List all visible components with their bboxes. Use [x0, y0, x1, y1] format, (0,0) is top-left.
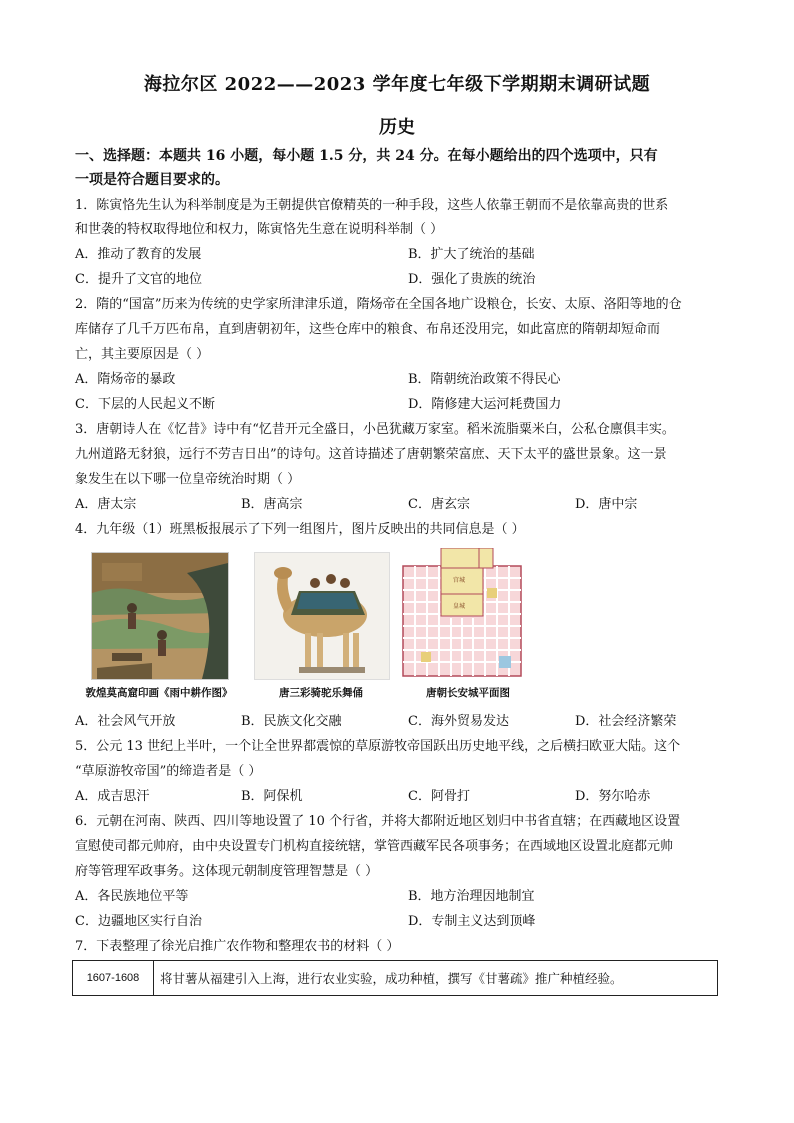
camel-figurine-icon [255, 553, 389, 679]
q3-stem-3: 象发生在以下哪一位皇帝统治时期（ ） [75, 472, 301, 487]
q3-option-c: C．唐玄宗 [408, 497, 470, 512]
q6-stem-1: 6．元朝在河南、陕西、四川等地设置了 10 个行省，并将大都附近地区划归中书省直辖；在西藏地区设置 [75, 814, 681, 829]
q5-stem-1: 5．公元 13 世纪上半叶，一个让全世界都震惊的草原游牧帝国跃出历史地平线，之后横扫欧亚大陆。这个 [75, 739, 681, 754]
q5-option-c: C．阿骨打 [408, 789, 470, 804]
q3-option-b: B．唐高宗 [241, 497, 303, 512]
q3-option-a: A．唐太宗 [75, 497, 137, 512]
q4-option-a: A．社会风气开放 [75, 714, 176, 729]
q1-stem-2: 和世袭的特权取得地位和权力，陈寅恪先生意在说明科举制（ ） [75, 222, 444, 237]
q2-option-d: D．隋修建大运河耗费国力 [408, 397, 562, 412]
q4-stem-1: 4．九年级（1）班黑板报展示了下列一组图片，图片反映出的共同信息是（ ） [75, 522, 525, 537]
q4-option-d: D．社会经济繁荣 [575, 714, 677, 729]
q2-option-b: B．隋朝统治政策不得民心 [408, 372, 561, 387]
q6-option-c: C．边疆地区实行自治 [75, 914, 202, 929]
section-instruction-2: 一项是符合题目要求的。 [75, 172, 229, 188]
q4-option-c: C．海外贸易发达 [408, 714, 509, 729]
city-map-icon [401, 548, 523, 678]
mural-painting-icon [92, 553, 228, 679]
q2-option-c: C．下层的人民起义不断 [75, 397, 215, 412]
q6-stem-3: 府等管理军政事务。这体现元朝制度管理智慧是（ ） [75, 864, 379, 879]
q1-stem-1: 1．陈寅恪先生认为科举制度是为王朝提供官僚精英的一种手段，这些人依靠王朝而不是依靠高贵的世系 [75, 198, 669, 213]
subject-title: 历史 [379, 117, 415, 138]
q6-option-d: D．专制主义达到顶峰 [408, 914, 536, 929]
q3-stem-2: 九州道路无豺狼，远行不劳吉日出”的诗句。这首诗描述了唐朝繁荣富庶、天下太平的盛世景象。这一景 [75, 447, 667, 462]
q1-option-d: D．强化了贵族的统治 [408, 272, 536, 287]
changan-map-image [401, 548, 523, 678]
q1-option-b: B．扩大了统治的基础 [408, 247, 535, 262]
q6-option-b: B．地方治理因地制宜 [408, 889, 535, 904]
camel-figurine-image [254, 552, 390, 680]
map-label-imperial-city: 皇城 [453, 603, 466, 610]
section-instruction-1: 一、选择题：本题共 16 小题，每小题 1.5 分，共 24 分。在每小题给出的四个选项中，只有 [75, 148, 658, 164]
q4-caption-1: 敦煌莫高窟印画《雨中耕作图》 [85, 687, 233, 699]
q6-option-a: A．各民族地位平等 [75, 889, 189, 904]
q5-option-b: B．阿保机 [241, 789, 303, 804]
q4-option-b: B．民族文化交融 [241, 714, 342, 729]
q5-option-d: D．努尔哈赤 [575, 789, 651, 804]
q2-stem-1: 2．隋的“国富”历来为传统的史学家所津津乐道，隋炀帝在全国各地广设粮仓，长安、太原、洛阳等地的仓 [75, 297, 682, 312]
q5-stem-2: “草原游牧帝国”的缔造者是（ ） [75, 764, 262, 779]
q2-stem-3: 亡，其主要原因是（ ） [75, 347, 210, 362]
map-label-palace: 宫城 [453, 577, 466, 584]
q7-text-cell: 将甘薯从福建引入上海，进行农业实验，成功种植，撰写《甘薯疏》推广种植经验。 [154, 961, 718, 996]
table-row [73, 961, 718, 996]
exam-title: 海拉尔区 2022——2023 学年度七年级下学期期末调研试题 [143, 74, 651, 95]
q1-option-c: C．提升了文官的地位 [75, 272, 202, 287]
q3-stem-1: 3．唐朝诗人在《忆昔》诗中有“忆昔开元全盛日，小邑犹藏万家室。稻米流脂粟米白，公私仓廪俱丰实。 [75, 422, 675, 437]
q1-option-a: A．推动了教育的发展 [75, 247, 202, 262]
q7-table [72, 960, 718, 996]
q7-stem-1: 7．下表整理了徐光启推广农作物和整理农书的材料（ ） [75, 939, 400, 954]
q7-year-cell: 1607-1608 [73, 961, 154, 996]
q4-caption-2: 唐三彩骑驼乐舞俑 [279, 687, 363, 699]
q4-caption-3: 唐朝长安城平面图 [426, 687, 510, 699]
q2-stem-2: 库储存了几千万匹布帛，直到唐朝初年，这些仓库中的粮食、布帛还没用完，如此富庶的隋朝却短命而 [75, 322, 661, 337]
q3-option-d: D．唐中宗 [575, 497, 638, 512]
mural-image [91, 552, 229, 680]
q5-option-a: A．成吉思汗 [75, 789, 150, 804]
q2-option-a: A．隋炀帝的暴政 [75, 372, 176, 387]
q6-stem-2: 宣慰使司都元帅府，由中央设置专门机构直接统辖，掌管西藏军民各项事务；在西域地区设置北庭都元帅 [75, 839, 674, 854]
